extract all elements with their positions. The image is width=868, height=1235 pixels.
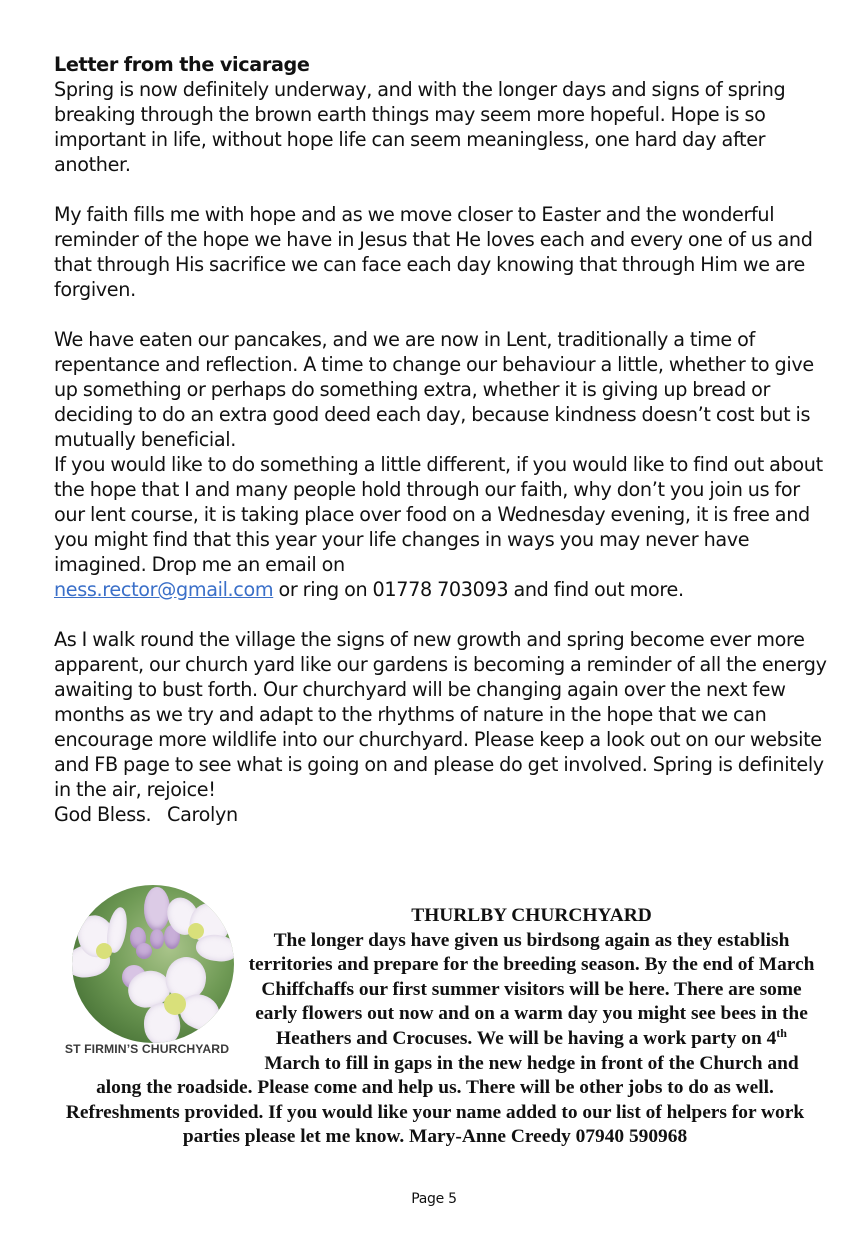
letter-paragraph-2: My faith fills me with hope and as we move closer to Easter and the wonderful reminder of the hope we have in Jesus that He loves each and every one of us and that through His sacrifice we can face each day knowing that through Him we are forgiven.: [54, 203, 813, 301]
thurlby-body-text-cont: March to fill in gaps in the new hedge in front of the Church and along the roadside. Please come and help us. There will be other jobs to do as well. Refreshments provided. If you would like your name added to our list of helpers for work parties please let me know. Mary-Anne Creedy 07940 590968: [65, 1052, 805, 1148]
thurlby-churchyard-section: [54, 904, 816, 1150]
letter-paragraph-1: Spring is now definitely underway, and with the longer days and signs of spring breaking through the brown earth things may seem more hopeful. Hope is so important in life, without hope life can seem meaningless, one hard day after another.: [54, 78, 786, 176]
email-link[interactable]: ness.rector@gmail.com: [54, 578, 274, 601]
letter-signoff: God Bless. Carolyn: [54, 803, 238, 826]
thurlby-body-text: The longer days have given us birdsong again as they establish territories and prepare for the breeding season. By the end of March Chiffchaffs our first summer visitors will be here. There are some early flowers out now and on a warm day you might see bees in the Heathers and Crocuses. We will be having a work party on 4: [248, 929, 815, 1049]
letter-paragraph-4: [54, 452, 834, 602]
letter-paragraph-5: As I walk round the village the signs of new growth and spring become ever more apparent, our church yard like our gardens is becoming a reminder of all the energy awaiting to bust forth. Our churchyard will be changing again over the next few months as we try and adapt to the rhythms of nature in the hope that we can encourage more wildlife into our churchyard. Please keep a look out on our website and FB page to see what is going on and please do get involved. Spring is definitely in the air, rejoice!: [54, 628, 827, 801]
thurlby-title: THURLBY CHURCHYARD: [411, 905, 652, 926]
ordinal-suffix: th: [776, 1025, 787, 1040]
letter-heading: Letter from the vicarage: [54, 53, 310, 76]
letter-paragraph-3: We have eaten our pancakes, and we are now in Lent, traditionally a time of repentance and reflection. A time to change our behaviour a little, whether to give up something or perhaps do something extra, whether it is giving up bread or deciding to do an extra good deed each day, because kindness doesn’t cost but is mutually beneficial.: [54, 328, 814, 451]
vicarage-letter: [54, 52, 834, 827]
logo-caption: ST FIRMIN’S CHURCHYARD: [64, 1042, 230, 1056]
letter-paragraph-4-text: If you would like to do something a little different, if you would like to find out about the hope that I and many people hold through our faith, why don’t you join us for our lent course, it is taking place over food on a Wednesday evening, it is free and you might find that this year your life changes in ways you may never have imagined. Drop me an email on: [54, 453, 823, 576]
page-number: Page 5: [411, 1191, 457, 1207]
letter-paragraph-4-end: or ring on 01778 703093 and find out more.: [273, 578, 684, 601]
